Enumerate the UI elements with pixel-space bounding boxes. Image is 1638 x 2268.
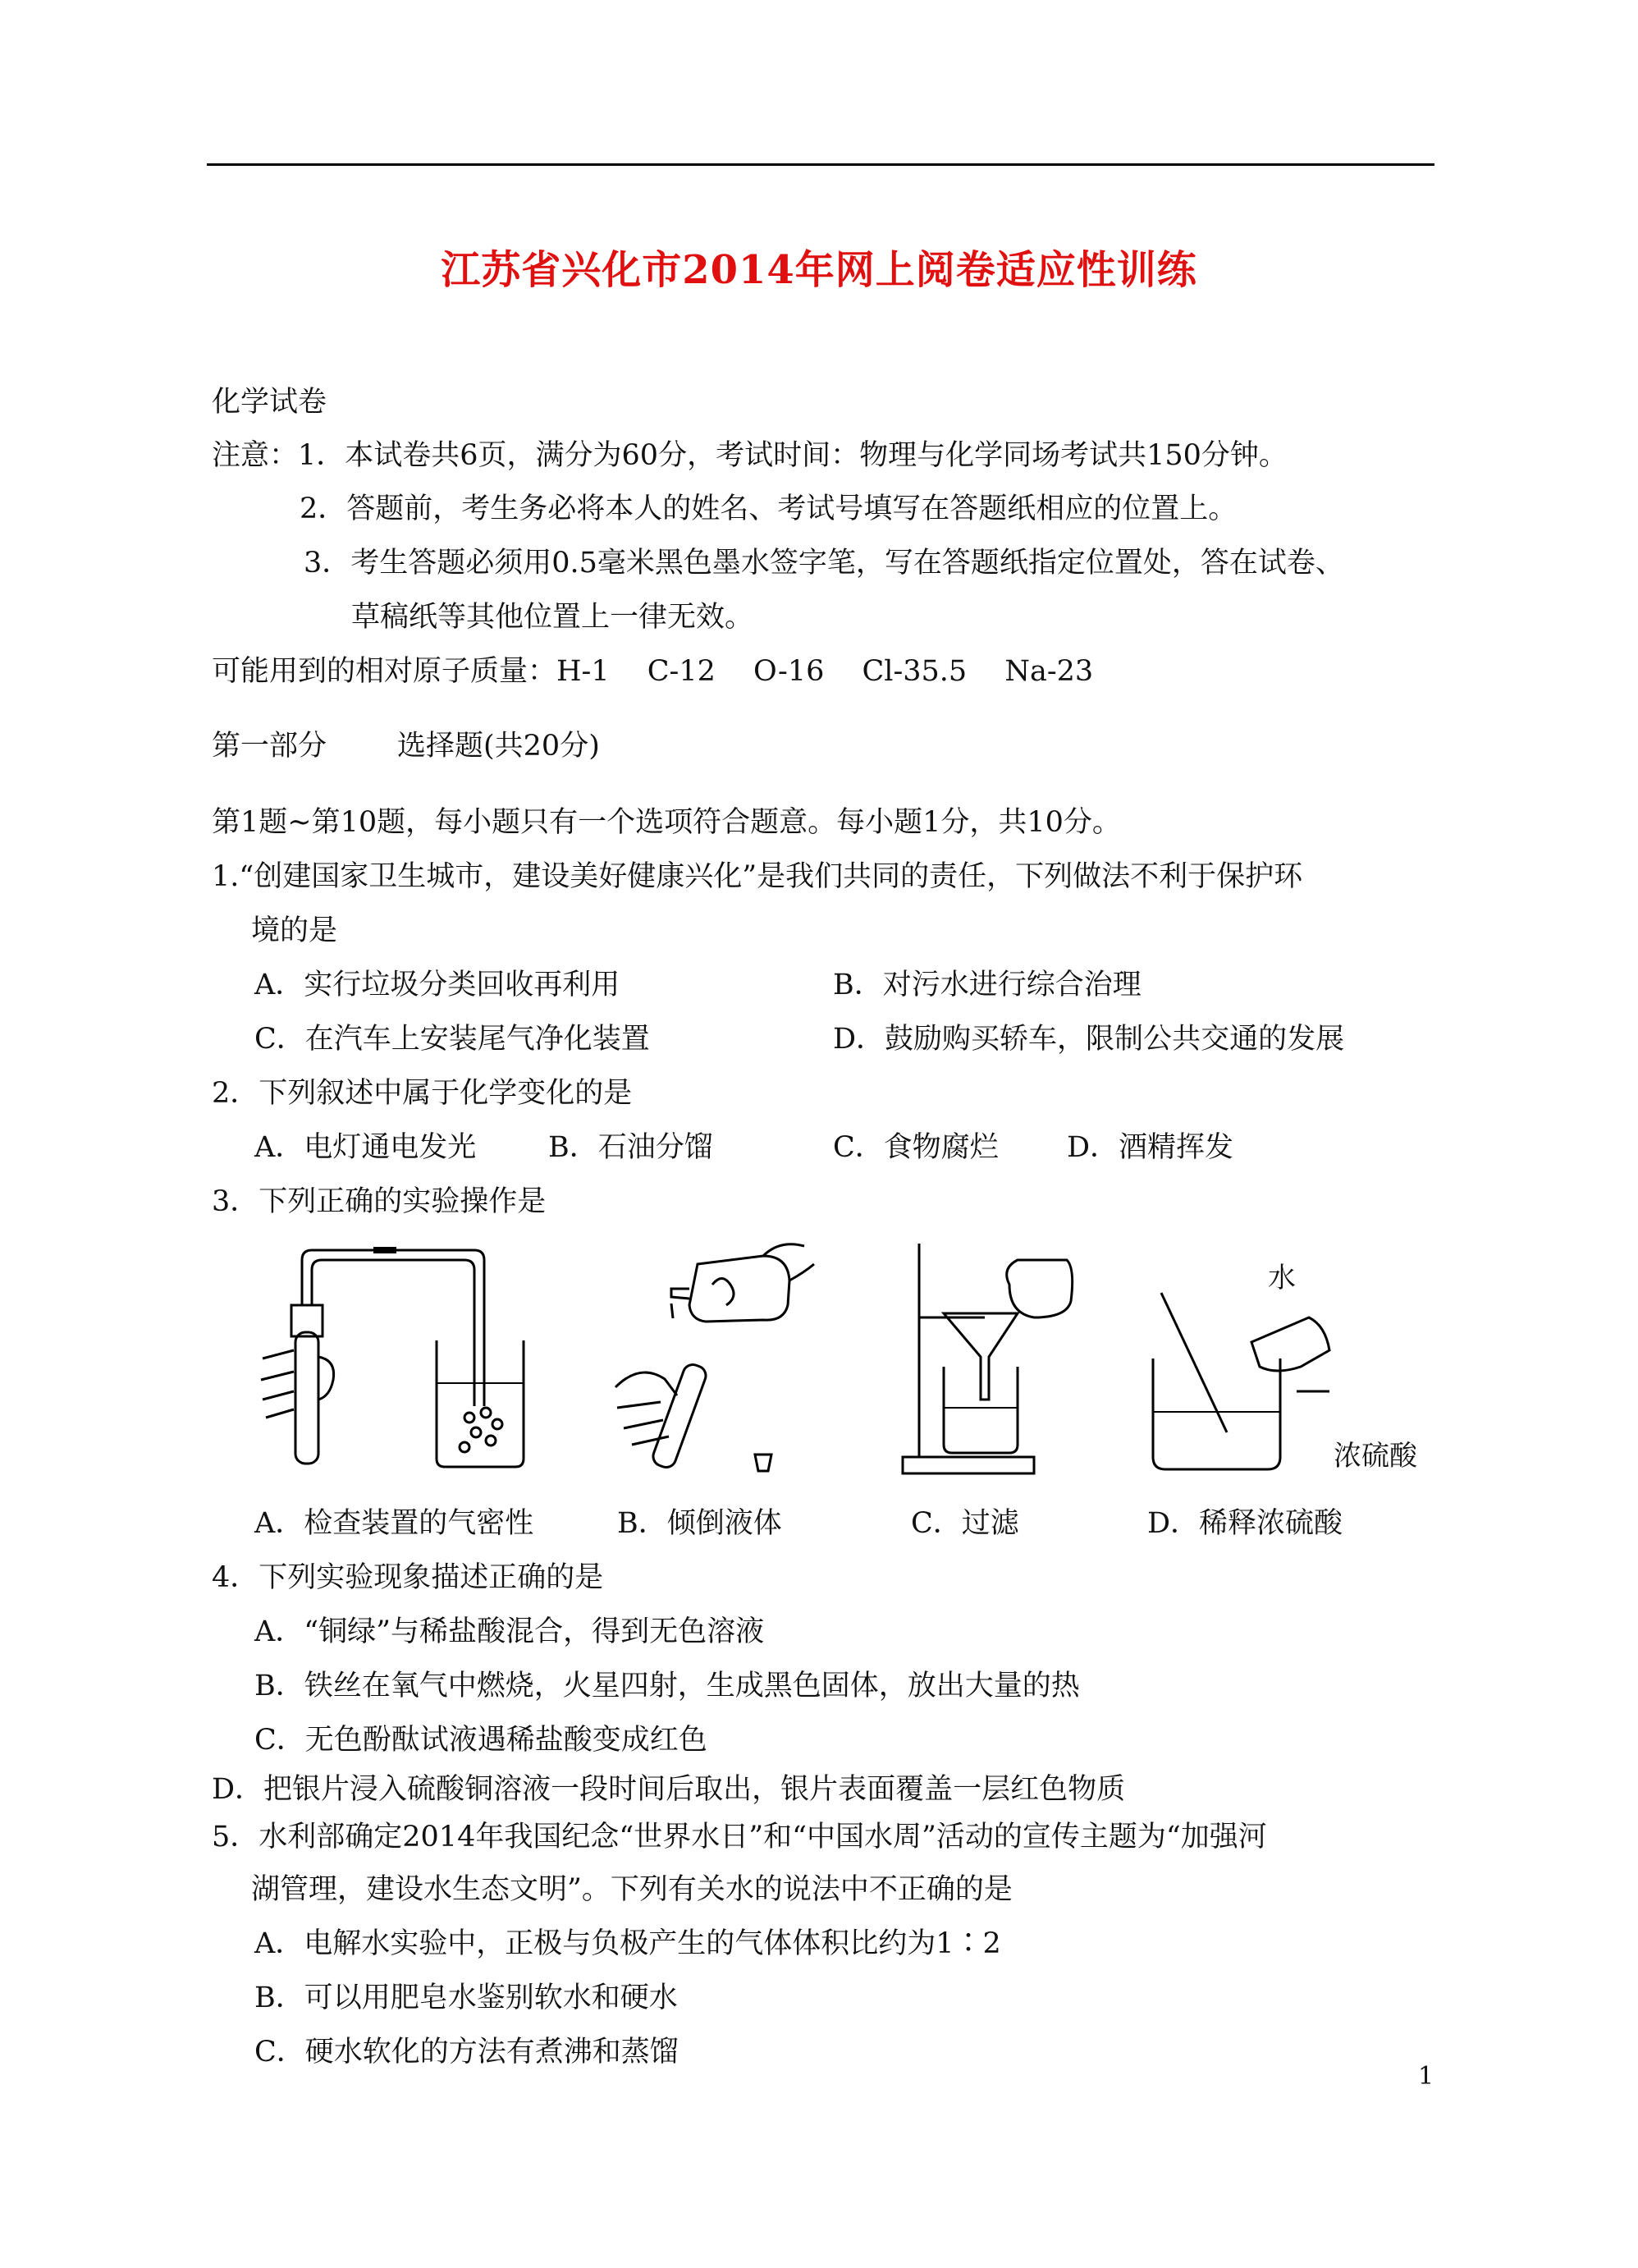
q1-option-d: D．鼓励购买轿车，限制公共交通的发展 bbox=[833, 1023, 1345, 1056]
q4-option-b: B．铁丝在氧气中燃烧，火星四射，生成黑色固体，放出大量的热 bbox=[254, 1670, 1080, 1702]
q4-option-d: D．把银片浸入硫酸铜溶液一段时间后取出，银片表面覆盖一层红色物质 bbox=[212, 1773, 1126, 1806]
q5-option-c: C．硬水软化的方法有煮沸和蒸馏 bbox=[254, 2036, 679, 2069]
figure-filtration bbox=[894, 1235, 1091, 1482]
subject-label: 化学试卷 bbox=[212, 386, 327, 419]
atomic-mass: 可能用到的相对原子质量：H-1 C-12 O-16 Cl-35.5 Na-23 bbox=[212, 655, 1094, 688]
note-3: 3．考生答题必须用0.5毫米黑色墨水签字笔，写在答题纸指定位置处，答在试卷、 bbox=[304, 547, 1344, 580]
figure-airtightness-check bbox=[254, 1235, 525, 1482]
question-1-stem: 1.“创建国家卫生城市，建设美好健康兴化”是我们共同的责任，下列做法不利于保护环 bbox=[212, 860, 1303, 893]
q4-option-a: A．“铜绿”与稀盐酸混合，得到无色溶液 bbox=[254, 1615, 765, 1648]
figure-label-acid: 浓硫酸 bbox=[1334, 1440, 1417, 1473]
part-title: 选择题(共20分) bbox=[397, 730, 600, 763]
q2-option-d: D．酒精挥发 bbox=[1067, 1131, 1234, 1164]
question-3-stem: 3．下列正确的实验操作是 bbox=[212, 1185, 547, 1218]
question-5-stem: 5．水利部确定2014年我国纪念“世界水日”和“中国水周”活动的宣传主题为“加强河 bbox=[212, 1821, 1267, 1853]
instructions: 第1题~第10题，每小题只有一个选项符合题意。每小题1分，共10分。 bbox=[212, 806, 1121, 839]
q2-option-a: A．电灯通电发光 bbox=[254, 1131, 477, 1164]
note-2: 2．答题前，考生务必将本人的姓名、考试号填写在答题纸相应的位置上。 bbox=[300, 493, 1238, 525]
note-1: 注意：1．本试卷共6页，满分为60分，考试时间：物理与化学同场考试共150分钟。 bbox=[212, 439, 1288, 472]
q3-option-b: B．倾倒液体 bbox=[617, 1507, 782, 1540]
q3-option-c: C．过滤 bbox=[911, 1507, 1019, 1540]
question-2-stem: 2．下列叙述中属于化学变化的是 bbox=[212, 1077, 633, 1110]
note-3-continued: 草稿纸等其他位置上一律无效。 bbox=[351, 601, 754, 634]
question-5-stem-continued: 湖管理，建设水生态文明”。下列有关水的说法中不正确的是 bbox=[251, 1873, 1013, 1906]
page-title: 江苏省兴化市2014年网上阅卷适应性训练 bbox=[441, 247, 1197, 293]
q1-option-c: C．在汽车上安装尾气净化装置 bbox=[254, 1023, 650, 1056]
q4-option-c: C．无色酚酞试液遇稀盐酸变成红色 bbox=[254, 1724, 707, 1757]
q1-option-a: A．实行垃圾分类回收再利用 bbox=[254, 969, 620, 1001]
figure-label-water: 水 bbox=[1268, 1262, 1296, 1294]
header-rule bbox=[207, 163, 1434, 166]
page-number: 1 bbox=[1418, 2062, 1434, 2091]
q3-option-a: A．检查装置的气密性 bbox=[254, 1507, 534, 1540]
q5-option-b: B．可以用肥皂水鉴别软水和硬水 bbox=[254, 1982, 678, 2014]
q1-option-b: B．对污水进行综合治理 bbox=[833, 969, 1142, 1001]
q3-option-d: D．稀释浓硫酸 bbox=[1147, 1507, 1343, 1540]
q2-option-b: B．石油分馏 bbox=[548, 1131, 713, 1164]
q5-option-a: A．电解水实验中，正极与负极产生的气体体积比约为1∶2 bbox=[254, 1927, 1001, 1960]
figure-pouring-liquid bbox=[599, 1239, 821, 1486]
part-label: 第一部分 bbox=[212, 730, 327, 763]
question-1-stem-continued: 境的是 bbox=[251, 914, 338, 947]
q2-option-c: C．食物腐烂 bbox=[833, 1131, 999, 1164]
question-4-stem: 4．下列实验现象描述正确的是 bbox=[212, 1561, 604, 1594]
